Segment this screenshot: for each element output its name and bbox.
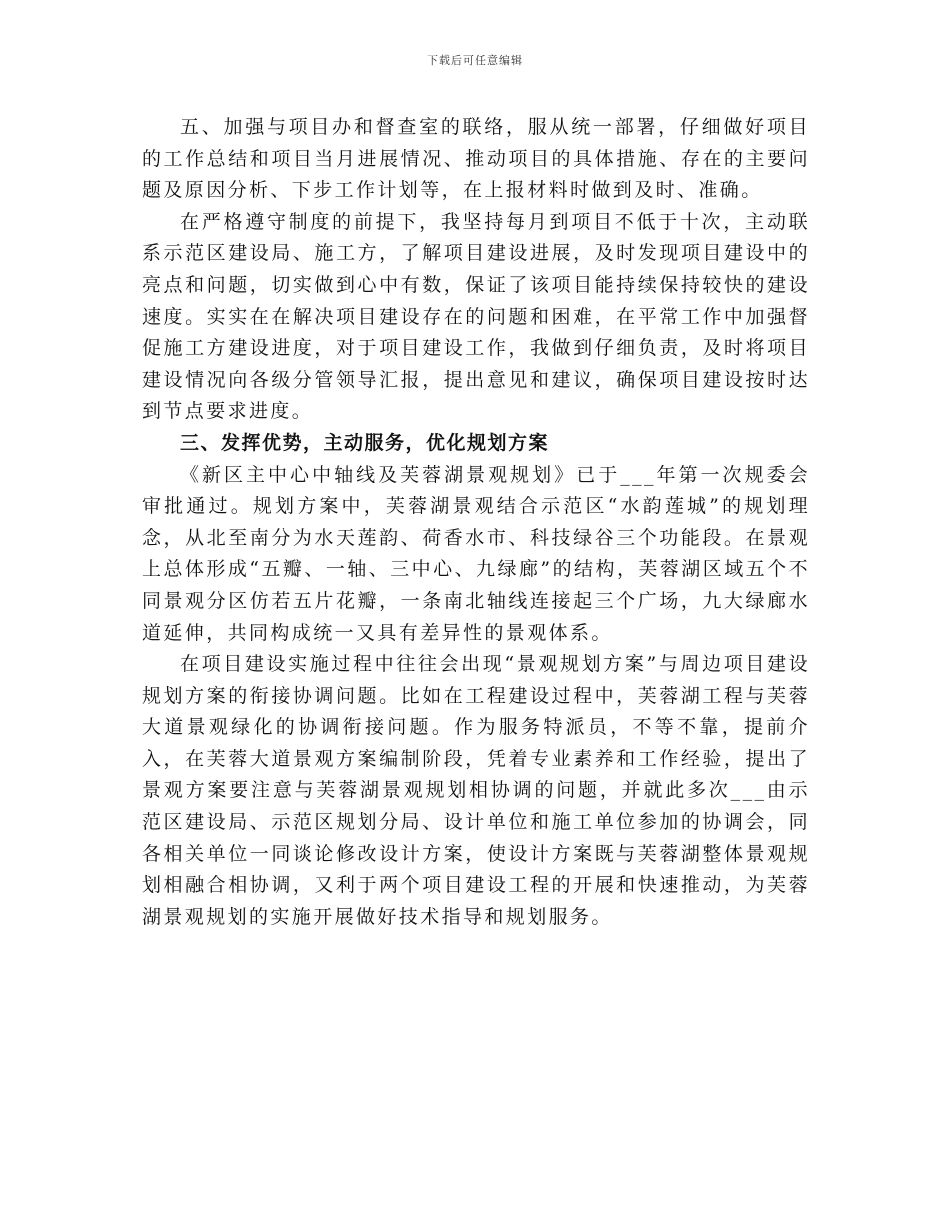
paragraph-item-five: 五、加强与项目办和督查室的联络，服从统一部署，仔细做好项目的工作总结和项目当月进展情况、推动项目的具体措施、存在的主要问题及原因分析、下步工作计划等，在上报材料时做到及时、准确。 xyxy=(142,116,810,202)
paragraph-landscape-plan: 《新区主中心中轴线及芙蓉湖景观规划》已于___年第一次规委会审批通过。规划方案中，芙蓉湖景观结合示范区“水韵莲城”的规划理念，从北至南分为水天莲韵、荷香水市、科技绿谷三个功能段。在景观上总体形成“五瓣、一轴、三中心、九绿廊”的结构，芙蓉湖区域五个不同景观分区仿若五片花瓣，一条南北轴线连接起三个广场，九大绿廊水道延伸，共同构成统一又具有差异性的景观体系。 xyxy=(142,463,810,644)
page-header: 下载后可任意编辑 xyxy=(427,54,523,67)
section-heading: 三、发挥优势，主动服务，优化规划方案 xyxy=(180,431,550,454)
document-body xyxy=(142,112,810,933)
paragraph-coordination: 在项目建设实施过程中往往会出现“景观规划方案”与周边项目建设规划方案的衔接协调问题。比如在工程建设过程中，芙蓉湖工程与芙蓉大道景观绿化的协调衔接问题。作为服务特派员，不等不靠，提前介入，在芙蓉大道景观方案编制阶段，凭着专业素养和工作经验，提出了景观方案要注意与芙蓉湖景观规划相协调的问题，并就此多次___由示范区建设局、示范区规划分局、设计单位和施工单位参加的协调会，同各相关单位一同谈论修改设计方案，使设计方案既与芙蓉湖整体景观规划相融合相协调，又利于两个项目建设工程的开展和快速推动，为芙蓉湖景观规划的实施开展做好技术指导和规划服务。 xyxy=(142,653,810,928)
paragraph-project-supervision: 在严格遵守制度的前提下，我坚持每月到项目不低于十次，主动联系示范区建设局、施工方，了解项目建设进展，及时发现项目建设中的亮点和问题，切实做到心中有数，保证了该项目能持续保持较快的建设速度。实实在在解决项目建设存在的问题和困难，在平常工作中加强督促施工方建设进度，对于项目建设工作，我做到仔细负责，及时将项目建设情况向各级分管领导汇报，提出意见和建议，确保项目建设按时达到节点要求进度。 xyxy=(142,210,810,423)
